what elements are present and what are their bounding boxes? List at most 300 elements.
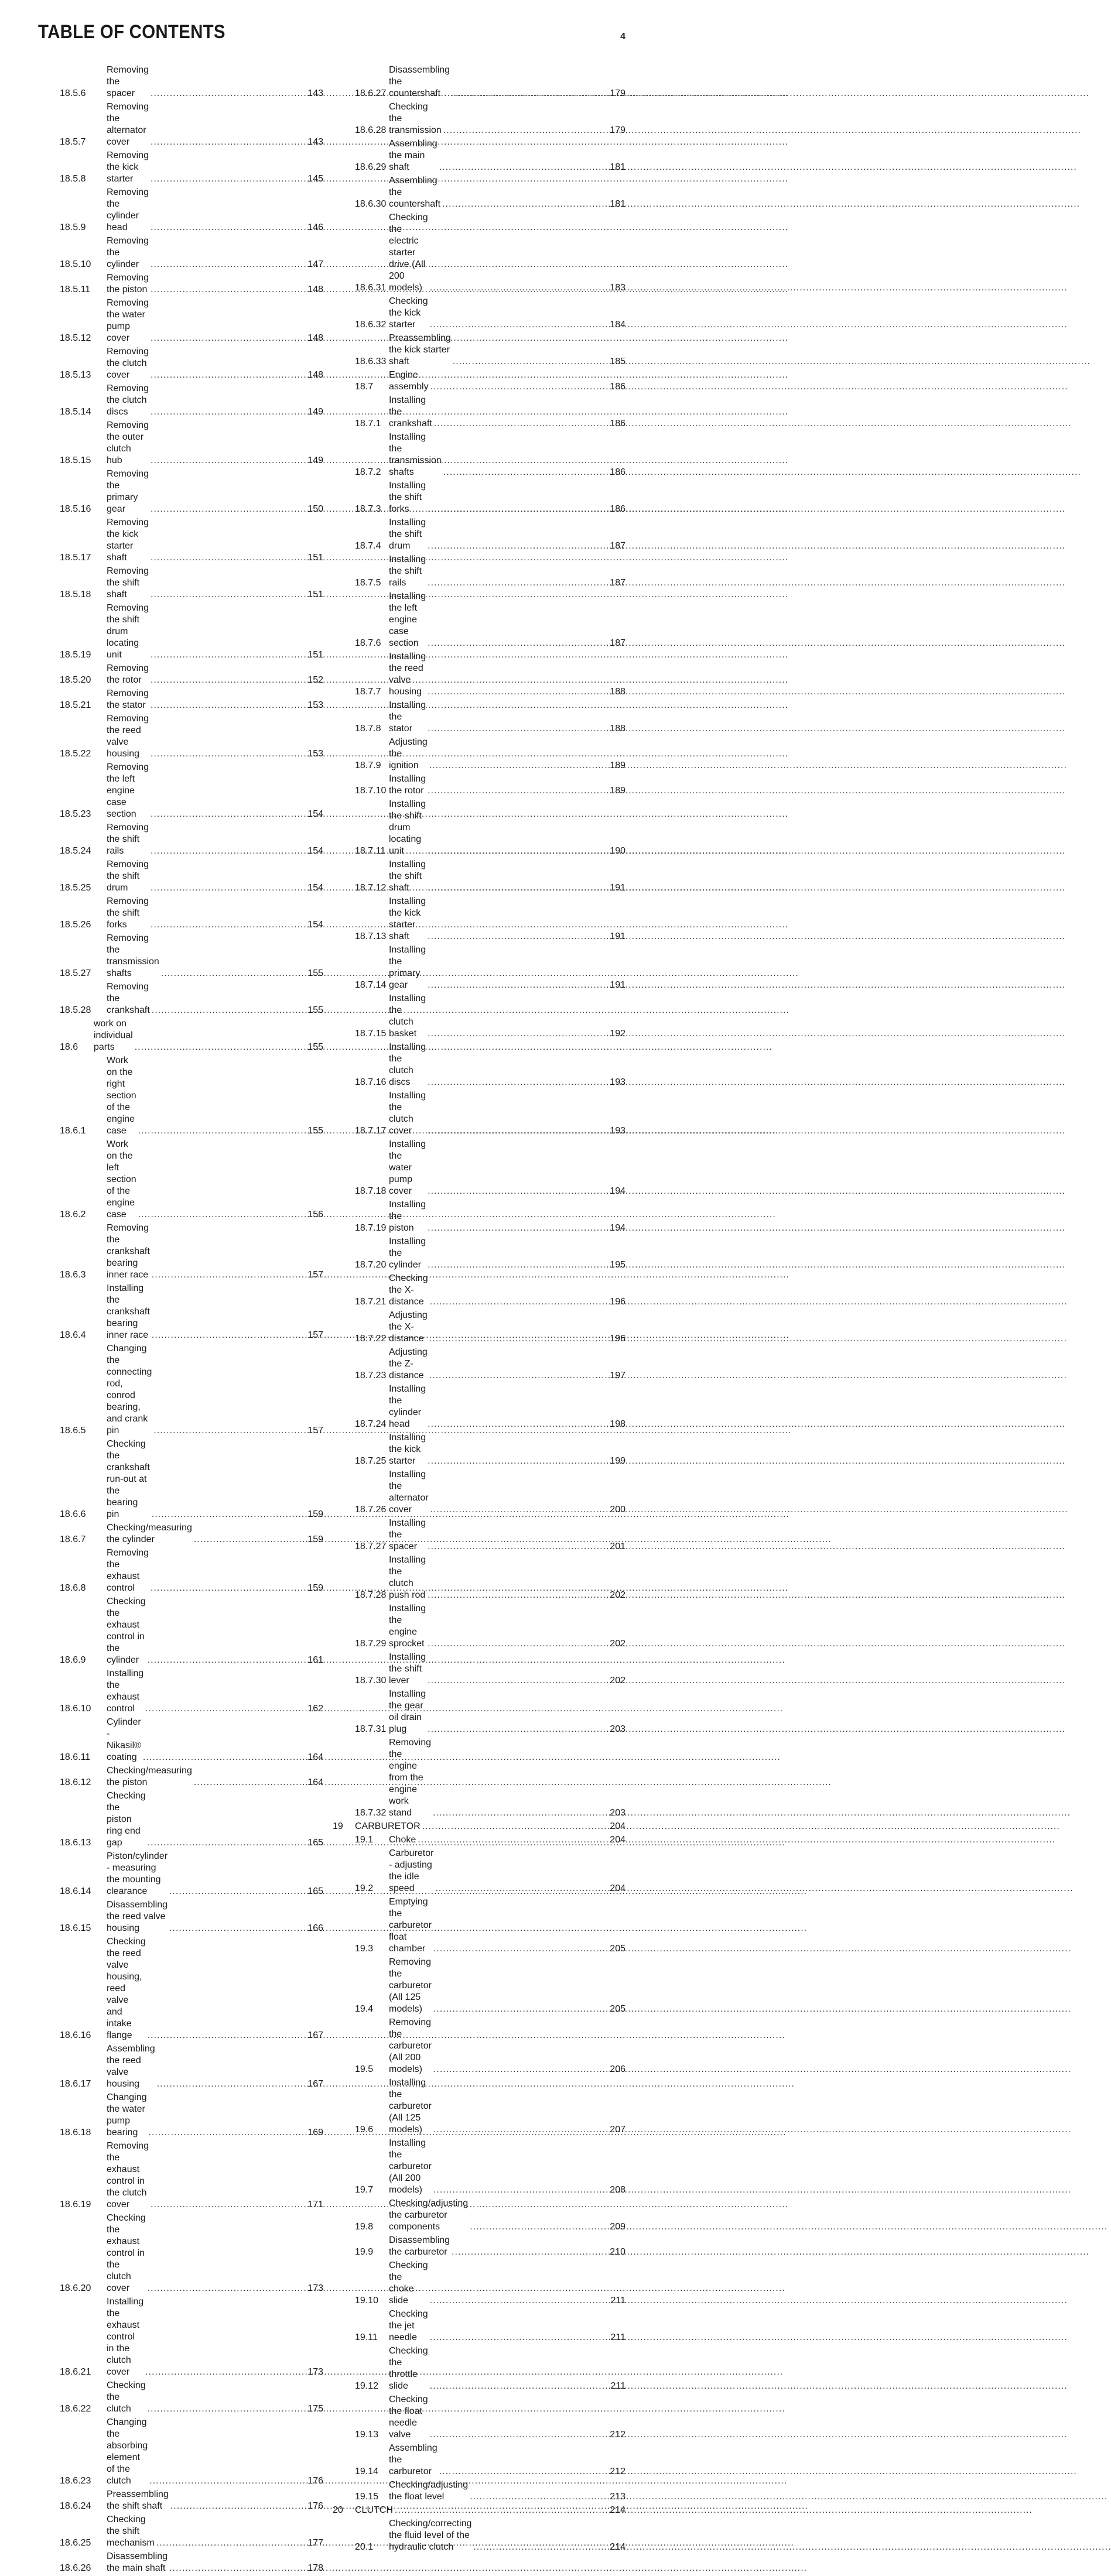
toc-entry-number: 18.7.25 — [355, 1456, 387, 1466]
toc-leader-dots — [430, 1296, 1068, 1308]
toc-entry[interactable] — [333, 212, 625, 296]
toc-entry[interactable] — [60, 235, 323, 272]
toc-entry[interactable] — [333, 2479, 625, 2505]
toc-entry[interactable] — [60, 663, 323, 688]
toc-entry-number: 19.6 — [355, 2125, 374, 2135]
toc-leader-dots — [430, 282, 1068, 294]
toc-entry[interactable] — [333, 2137, 625, 2198]
toc-entry[interactable] — [60, 1717, 323, 1765]
toc-entry-page: 157 — [307, 1426, 323, 1436]
toc-entry[interactable] — [333, 1432, 625, 1469]
toc-entry-title: Removing the engine from the engine work stand — [389, 1738, 432, 1818]
toc-entry[interactable] — [60, 150, 323, 187]
toc-entry-title-wrap — [389, 2394, 606, 2441]
toc-entry[interactable] — [333, 859, 625, 896]
toc-entry-title-wrap — [355, 1821, 606, 1832]
toc-entry-number: 18.5.23 — [60, 809, 91, 819]
toc-entry-title-wrap — [389, 2345, 606, 2392]
toc-entry[interactable] — [60, 896, 323, 933]
toc-entry[interactable] — [333, 1139, 625, 1199]
toc-entry-page: 164 — [307, 1777, 323, 1787]
toc-entry-number: 18.7.14 — [355, 980, 387, 990]
toc-entry[interactable] — [333, 1821, 625, 1834]
toc-entry-number: 18.7.7 — [355, 687, 381, 697]
toc-entry[interactable] — [333, 175, 625, 212]
toc-entry[interactable] — [333, 1957, 625, 2017]
toc-entry-page: 211 — [610, 2332, 625, 2342]
toc-entry-number: 19.4 — [355, 2004, 374, 2014]
toc-leader-dots — [434, 418, 1072, 430]
toc-leader-dots — [418, 1834, 1055, 1846]
toc-entry-title: Installing the transmission shafts — [389, 432, 442, 477]
toc-entry-title: Installing the kick starter shaft — [389, 896, 426, 941]
toc-entry-title-wrap — [107, 1899, 303, 1934]
toc-entry-number: 18.6.2 — [60, 1210, 86, 1220]
toc-entry-page: 197 — [610, 1371, 625, 1381]
toc-entry-title: Removing the alternator cover — [107, 102, 149, 147]
toc-entry-title-wrap — [107, 713, 303, 760]
toc-entry-title-wrap — [107, 2489, 303, 2512]
toc-entry-page: 148 — [307, 333, 323, 343]
toc-leader-dots — [428, 1186, 1065, 1197]
toc-entry-title-wrap — [107, 2296, 303, 2378]
toc-entry[interactable] — [333, 1469, 625, 1517]
toc-entry-number: 18.6.7 — [60, 1534, 86, 1544]
toc-entry-page: 204 — [610, 1835, 625, 1845]
toc-entry-title-wrap — [107, 1668, 303, 1715]
toc-entry[interactable] — [333, 1090, 625, 1139]
toc-entry-number: 19.13 — [355, 2430, 379, 2440]
toc-entry[interactable] — [333, 101, 625, 138]
toc-leader-dots — [452, 88, 1089, 100]
toc-leader-dots — [430, 1504, 1068, 1516]
toc-leader-dots — [422, 1821, 1060, 1832]
toc-entry[interactable] — [60, 2417, 323, 2489]
toc-entry-title: Checking/measuring the piston — [107, 1766, 192, 1787]
toc-entry-title: Removing the rotor — [107, 663, 149, 685]
toc-entry-title: Removing the shift forks — [107, 896, 149, 930]
toc-leader-dots — [439, 162, 1077, 173]
toc-entry-page: 151 — [307, 590, 323, 600]
toc-leader-dots — [429, 760, 1067, 772]
toc-entry[interactable] — [60, 1139, 323, 1222]
toc-entry[interactable] — [333, 333, 625, 369]
toc-leader-dots — [428, 882, 1065, 894]
toc-entry-title: Installing the crankshaft bearing inner race — [107, 1283, 150, 1340]
toc-entry-page: 212 — [610, 2467, 625, 2476]
toc-entry-title-wrap — [389, 700, 606, 735]
toc-entry-page: 176 — [307, 2501, 323, 2511]
toc-entry[interactable] — [60, 272, 323, 297]
toc-entry-title: Installing the kick starter — [389, 1433, 426, 1466]
toc-entry-title: Removing the shift drum locating unit — [107, 603, 149, 660]
toc-entry-number: 18.7.20 — [355, 1260, 387, 1270]
toc-entry-title: Checking the jet needle — [389, 2309, 428, 2342]
toc-entry[interactable] — [60, 2043, 323, 2092]
toc-entry-page: 194 — [610, 1186, 625, 1196]
toc-entry[interactable] — [60, 2296, 323, 2380]
toc-entry-page: 186 — [610, 504, 625, 514]
toc-entry[interactable] — [333, 799, 625, 859]
toc-leader-dots — [442, 198, 1080, 210]
toc-entry-title: Preassembling the shift shaft — [107, 2489, 169, 2511]
toc-entry[interactable] — [333, 1199, 625, 1236]
toc-entry-title: Installing the piston — [389, 1200, 426, 1233]
toc-entry-page: 175 — [307, 2404, 323, 2414]
toc-entry[interactable] — [60, 1765, 323, 1790]
toc-entry[interactable] — [333, 896, 625, 944]
toc-entry-page: 153 — [307, 700, 323, 710]
toc-entry-number: 18.5.21 — [60, 700, 91, 710]
toc-entry-number: 18.6.18 — [60, 2128, 91, 2137]
toc-entry-title-wrap — [389, 2479, 606, 2503]
toc-entry[interactable] — [60, 2092, 323, 2140]
toc-entry[interactable] — [333, 2235, 625, 2260]
toc-entry-page: 179 — [610, 88, 625, 98]
toc-entry[interactable] — [60, 1438, 323, 1522]
toc-entry[interactable] — [333, 1896, 625, 1957]
toc-entry-title-wrap — [107, 1596, 303, 1666]
toc-entry[interactable] — [60, 1899, 323, 1936]
toc-entry[interactable] — [60, 101, 323, 150]
toc-entry-page: 201 — [610, 1542, 625, 1551]
toc-entry-title: Checking the crankshaft run-out at the bearing pin — [107, 1439, 150, 1519]
toc-entry[interactable] — [60, 713, 323, 762]
toc-entry[interactable] — [60, 1343, 323, 1438]
toc-entry[interactable] — [333, 2518, 625, 2555]
toc-entry-page: 173 — [307, 2367, 323, 2377]
toc-entry-number: 18.6.30 — [355, 199, 387, 209]
toc-entry-title-wrap — [389, 296, 606, 331]
toc-entry-title-wrap — [107, 688, 303, 711]
toc-entry-page: 143 — [307, 88, 323, 98]
toc-leader-dots — [428, 540, 1065, 552]
toc-entry-number: 19.5 — [355, 2064, 374, 2074]
toc-entry[interactable] — [333, 2077, 625, 2137]
toc-leader-dots — [433, 2124, 1071, 2136]
toc-entry[interactable] — [333, 1347, 625, 1383]
toc-entry-title-wrap — [389, 2443, 606, 2478]
toc-entry-number: 18.6.4 — [60, 1330, 86, 1340]
toc-entry-page: 207 — [610, 2125, 625, 2135]
toc-leader-dots — [430, 2332, 1068, 2344]
toc-entry-number: 18.7.26 — [355, 1505, 387, 1515]
toc-entry-page: 155 — [307, 1005, 323, 1015]
toc-entry-page: 145 — [307, 174, 323, 184]
toc-entry[interactable] — [333, 554, 625, 591]
toc-entry-number: 18.6.14 — [60, 1886, 91, 1896]
toc-entry[interactable] — [60, 2514, 323, 2551]
toc-entry-title: Installing the crankshaft — [389, 395, 432, 429]
toc-entry-title-wrap — [389, 1554, 606, 1601]
toc-entry-title-wrap — [94, 1018, 303, 1053]
toc-entry-title-wrap — [107, 1790, 303, 1849]
toc-entry[interactable] — [60, 420, 323, 468]
toc-entry[interactable] — [60, 1790, 323, 1851]
toc-entry-number: 18.6.8 — [60, 1583, 86, 1593]
toc-entry-number: 18.6.3 — [60, 1270, 86, 1280]
toc-leader-dots — [433, 1943, 1071, 1955]
toc-entry[interactable] — [60, 1055, 323, 1139]
toc-entry[interactable] — [333, 1273, 625, 1310]
toc-entry-page: 205 — [610, 2004, 625, 2014]
toc-leader-dots — [433, 2003, 1071, 2015]
toc-entry[interactable] — [333, 591, 625, 651]
toc-entry[interactable] — [60, 822, 323, 859]
toc-entry-title-wrap — [389, 138, 606, 173]
toc-entry-page: 156 — [307, 1210, 323, 1220]
toc-entry[interactable] — [333, 2198, 625, 2235]
toc-entry-page: 196 — [610, 1334, 625, 1344]
toc-entry[interactable] — [333, 1848, 625, 1896]
toc-entry-title: Installing the gear oil drain plug — [389, 1689, 426, 1734]
toc-entry-number: 19.8 — [355, 2222, 374, 2232]
toc-entry[interactable] — [60, 517, 323, 566]
toc-entry[interactable] — [333, 395, 625, 431]
toc-entry-title: Changing the water pump bearing — [107, 2092, 147, 2137]
toc-entry-number: 18.5.26 — [60, 920, 91, 930]
toc-entry-title: Removing the crankshaft — [107, 982, 150, 1015]
toc-entry-title-wrap — [107, 981, 303, 1016]
toc-leader-dots — [428, 1675, 1065, 1687]
toc-entry-title: Installing the spacer — [389, 1518, 426, 1551]
toc-entry[interactable] — [333, 700, 625, 737]
toc-entry-title-wrap — [389, 2198, 606, 2233]
toc-entry[interactable] — [333, 2505, 625, 2518]
toc-entry[interactable] — [333, 2017, 625, 2077]
toc-entry[interactable] — [333, 296, 625, 333]
toc-entry-number: 18.6.17 — [60, 2079, 91, 2089]
toc-entry-number: 19.9 — [355, 2247, 374, 2257]
toc-leader-dots — [428, 979, 1065, 991]
toc-entry[interactable] — [333, 1383, 625, 1432]
toc-entry-title-wrap — [107, 187, 303, 234]
toc-entry-title-wrap — [107, 1936, 303, 2041]
toc-entry-title: Disassembling the countershaft — [389, 65, 450, 98]
toc-entry[interactable] — [333, 1236, 625, 1273]
toc-entry[interactable] — [333, 138, 625, 175]
toc-entry[interactable] — [333, 2345, 625, 2394]
toc-entry-title: Checking/adjusting the carburetor components — [389, 2198, 469, 2232]
toc-leader-dots — [470, 2221, 1107, 2233]
toc-entry[interactable] — [60, 933, 323, 981]
toc-entry[interactable] — [333, 1688, 625, 1737]
toc-entry-number: 18.6.32 — [355, 320, 387, 330]
toc-entry[interactable] — [60, 762, 323, 822]
toc-entry-title-wrap — [389, 333, 606, 368]
toc-entry-number: 18.5.12 — [60, 333, 91, 343]
toc-entry-page: 165 — [307, 1886, 323, 1896]
toc-entry[interactable] — [333, 1554, 625, 1603]
toc-entry-title-wrap — [107, 2092, 303, 2139]
toc-entry[interactable] — [60, 1522, 323, 1547]
toc-entry-title-wrap — [389, 896, 606, 943]
toc-entry[interactable] — [60, 1668, 323, 1717]
toc-entry-page: 155 — [307, 1042, 323, 1052]
toc-entry-title: Checking the transmission — [389, 102, 442, 135]
toc-entry-title-wrap — [107, 2043, 303, 2090]
toc-entry[interactable] — [333, 1517, 625, 1554]
toc-leader-dots — [428, 785, 1065, 797]
toc-entry[interactable] — [60, 64, 323, 101]
toc-entry-title-wrap — [107, 663, 303, 686]
toc-entry-number: 19.14 — [355, 2467, 379, 2476]
toc-entry[interactable] — [60, 566, 323, 602]
toc-entry-title: Removing the shift shaft — [107, 566, 149, 600]
toc-entry-title: Removing the carburetor (All 125 models) — [389, 1957, 432, 2014]
toc-entry[interactable] — [333, 2308, 625, 2345]
toc-entry-title: Engine assembly — [389, 370, 429, 392]
toc-entry[interactable] — [60, 1222, 323, 1283]
toc-entry-number: 18.6.23 — [60, 2476, 91, 2486]
toc-leader-dots — [433, 2064, 1071, 2075]
toc-entry-title-wrap — [389, 2137, 606, 2196]
toc-entry-title-wrap — [107, 420, 303, 467]
toc-entry[interactable] — [333, 369, 625, 395]
toc-entry-number: 19.12 — [355, 2381, 379, 2391]
toc-entry-title-wrap — [389, 1383, 606, 1430]
toc-entry-title-wrap — [389, 2077, 606, 2136]
toc-entry[interactable] — [60, 346, 323, 383]
toc-entry-title: Carburetor - adjusting the idle speed — [389, 1848, 434, 1893]
toc-entry-number: 18.5.14 — [60, 407, 91, 417]
toc-leader-dots — [433, 2184, 1071, 2196]
toc-entry-title: Installing the shift shaft — [389, 859, 426, 893]
toc-entry[interactable] — [60, 468, 323, 517]
toc-entry-number: 18.7.15 — [355, 1029, 387, 1039]
toc-entry[interactable] — [60, 981, 323, 1018]
toc-entry-page: 191 — [610, 883, 625, 893]
toc-entry-title: Removing the clutch discs — [107, 383, 149, 417]
toc-entry[interactable] — [333, 431, 625, 480]
toc-entry-title-wrap — [107, 762, 303, 820]
toc-entry[interactable] — [60, 1596, 323, 1668]
toc-entry-title-wrap — [389, 2260, 606, 2307]
toc-entry[interactable] — [60, 1018, 323, 1055]
toc-entry-title-wrap — [107, 859, 303, 894]
toc-leader-dots — [443, 467, 1081, 478]
toc-entry-number: 18.6.13 — [60, 1838, 91, 1848]
toc-entry-title-wrap — [107, 1283, 303, 1341]
toc-entry-number: 18.6.15 — [60, 1923, 91, 1933]
toc-entry[interactable] — [60, 1283, 323, 1343]
toc-entry-title: Installing the shift drum locating unit — [389, 799, 426, 856]
toc-entry[interactable] — [60, 187, 323, 235]
toc-entry-title: Installing the carburetor (All 125 models) — [389, 2078, 432, 2135]
toc-entry-page: 149 — [307, 407, 323, 417]
toc-entry-title: Work on the left section of the engine case — [107, 1139, 136, 1220]
toc-entry-title-wrap — [389, 1848, 606, 1895]
toc-entry-page: 154 — [307, 883, 323, 893]
toc-entry[interactable] — [60, 297, 323, 346]
toc-entry[interactable] — [333, 737, 625, 773]
toc-entry-page: 186 — [610, 382, 625, 392]
toc-entry-title-wrap — [389, 1432, 606, 1467]
toc-entry-title: Removing the outer clutch hub — [107, 420, 149, 465]
toc-entry-title-wrap — [389, 369, 606, 393]
toc-entry-page: 187 — [610, 578, 625, 588]
toc-entry[interactable] — [60, 2140, 323, 2212]
toc-entry-page: 188 — [610, 687, 625, 697]
toc-entry-page: 161 — [307, 1655, 323, 1665]
toc-entry[interactable] — [60, 1936, 323, 2043]
toc-entry-title: Changing the absorbing element of the clutch — [107, 2417, 148, 2486]
toc-entry-number: 18.5.24 — [60, 846, 91, 856]
toc-entry-number: 19.10 — [355, 2296, 379, 2306]
toc-entry[interactable] — [333, 651, 625, 700]
toc-entry[interactable] — [333, 1737, 625, 1821]
toc-entry-page: 157 — [307, 1330, 323, 1340]
toc-leader-dots — [428, 686, 1065, 698]
toc-entry[interactable] — [333, 1652, 625, 1688]
toc-leader-dots — [453, 356, 1091, 368]
toc-entry-title-wrap — [389, 591, 606, 649]
toc-entry[interactable] — [333, 2260, 625, 2308]
toc-entry-number: 18.7.3 — [355, 504, 381, 514]
toc-entry-page: 184 — [610, 320, 625, 330]
toc-entry-number: 18.6.9 — [60, 1655, 86, 1665]
toc-entry-title: Cylinder - Nikasil® coating — [107, 1717, 141, 1762]
toc-entry-number: 18.6.19 — [60, 2200, 91, 2210]
toc-entry-number: 19.3 — [355, 1944, 374, 1954]
toc-entry[interactable] — [60, 602, 323, 663]
toc-entry-title-wrap — [389, 944, 606, 991]
toc-entry-number: 18.7.4 — [355, 541, 381, 551]
toc-entry-title: Installing the cylinder head — [389, 1384, 426, 1429]
toc-entry-page: 155 — [307, 1126, 323, 1136]
toc-entry[interactable] — [60, 859, 323, 896]
toc-entry[interactable] — [333, 944, 625, 993]
toc-leader-dots — [395, 2505, 1033, 2516]
toc-entry[interactable] — [333, 1834, 625, 1848]
toc-entry[interactable] — [60, 1547, 323, 1596]
toc-entry-number: 18.7.30 — [355, 1676, 387, 1686]
toc-entry[interactable] — [333, 1042, 625, 1090]
toc-entry[interactable] — [60, 1851, 323, 1899]
toc-entry-title: Checking the X-distance — [389, 1273, 428, 1307]
toc-entry[interactable] — [333, 1310, 625, 1347]
toc-entry-page: 183 — [610, 283, 625, 293]
toc-entry[interactable] — [333, 2443, 625, 2479]
toc-entry[interactable] — [333, 517, 625, 554]
toc-entry-title-wrap — [107, 64, 303, 100]
toc-entry-number: 18.7.13 — [355, 931, 387, 941]
toc-entry-number: 18.6.11 — [60, 1752, 91, 1762]
toc-entry-title: Installing the reed valve housing — [389, 652, 426, 697]
toc-entry-page: 159 — [307, 1509, 323, 1519]
toc-entry-page: 154 — [307, 809, 323, 819]
toc-entry-title-wrap — [107, 1765, 303, 1789]
toc-entry[interactable] — [333, 773, 625, 799]
toc-entry-title-wrap — [389, 651, 606, 698]
toc-entry[interactable] — [333, 480, 625, 517]
toc-entry-page: 185 — [610, 357, 625, 366]
toc-entry[interactable] — [333, 64, 625, 101]
toc-entry[interactable] — [60, 2551, 323, 2576]
toc-entry-title-wrap — [107, 2140, 303, 2211]
toc-entry-title: Removing the water pump cover — [107, 298, 149, 343]
toc-entry[interactable] — [60, 2489, 323, 2514]
toc-entry[interactable] — [60, 688, 323, 713]
toc-entry[interactable] — [333, 993, 625, 1042]
toc-entry-page: 179 — [610, 125, 625, 135]
toc-entry[interactable] — [60, 383, 323, 420]
toc-entry[interactable] — [333, 1603, 625, 1652]
toc-entry[interactable] — [60, 2212, 323, 2296]
toc-entry-title: Installing the exhaust control — [107, 1669, 144, 1714]
toc-entry[interactable] — [333, 2394, 625, 2443]
toc-entry[interactable] — [60, 2380, 323, 2417]
